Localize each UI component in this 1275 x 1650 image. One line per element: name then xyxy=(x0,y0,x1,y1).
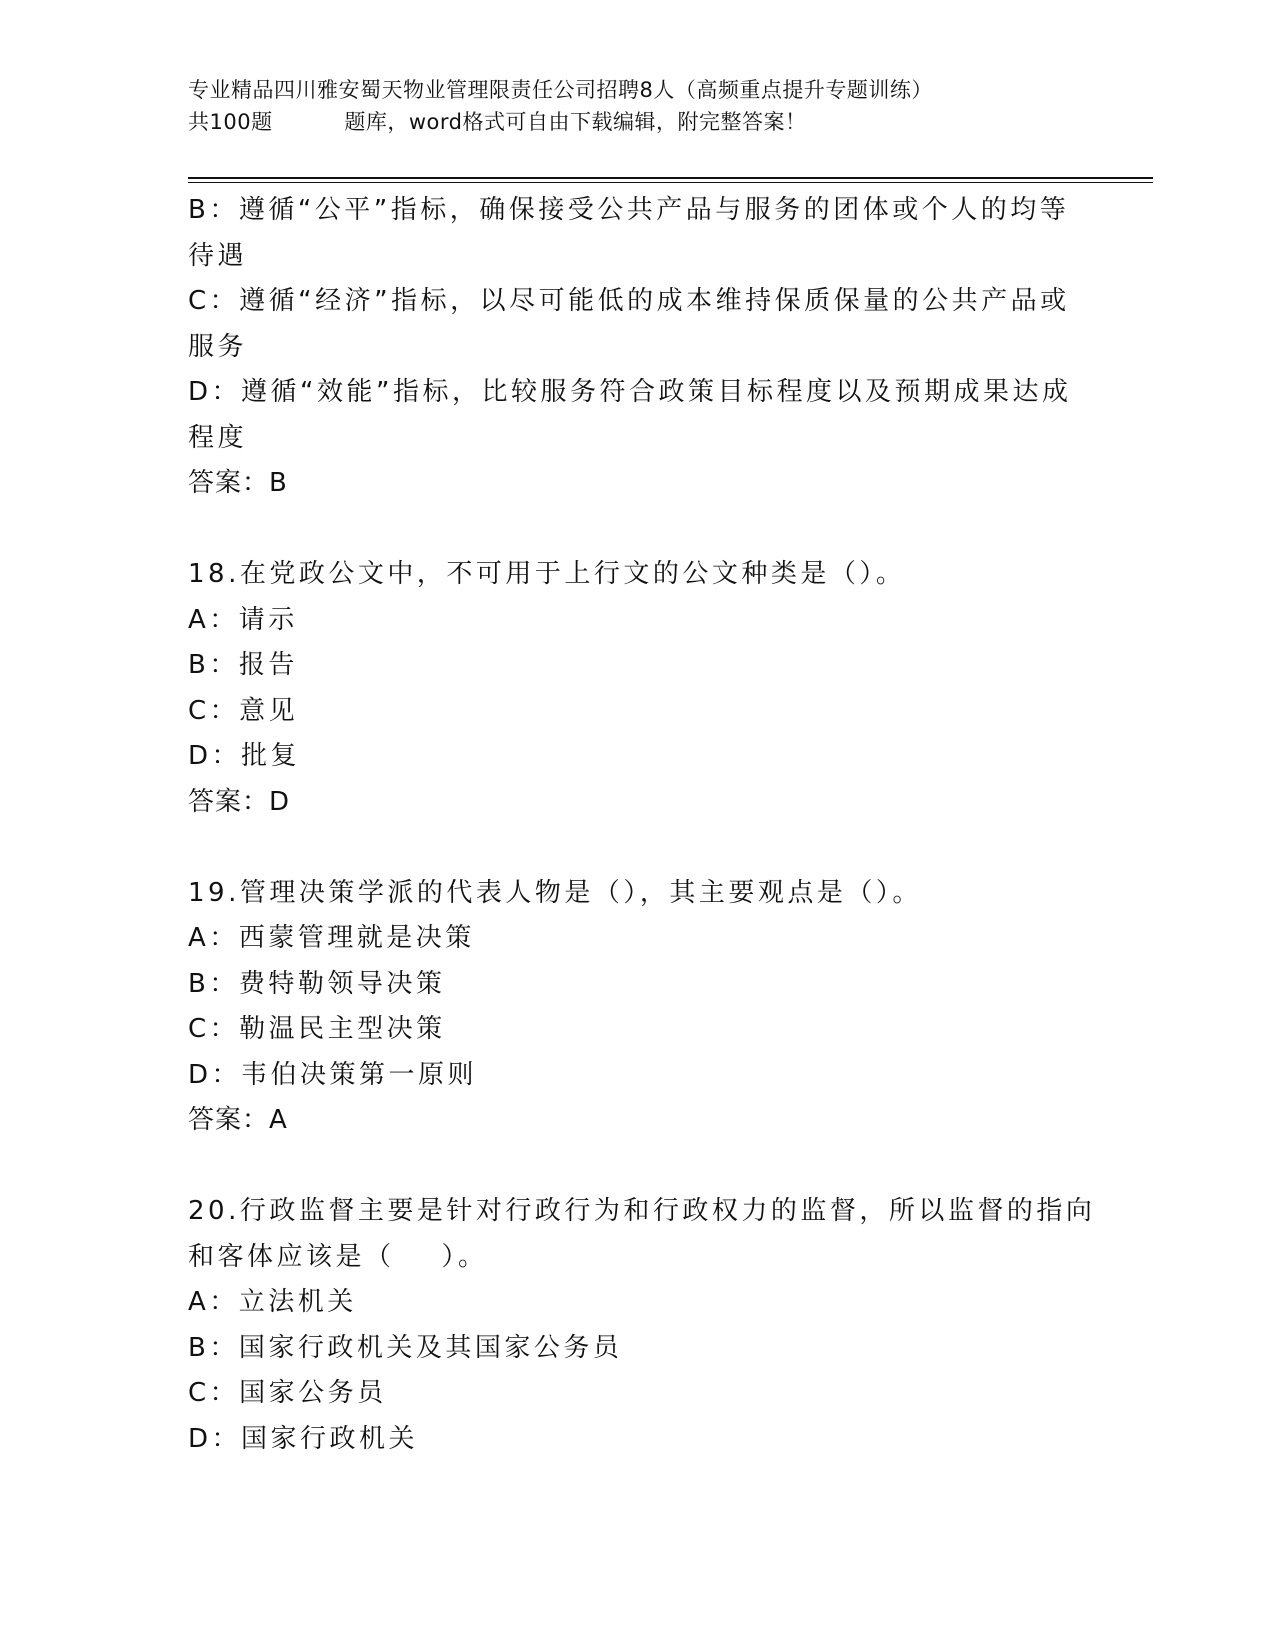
question-list xyxy=(188,188,1096,1462)
option-a: A：立法机关 xyxy=(188,1287,357,1317)
spacer xyxy=(188,825,1088,871)
answer-19: 答案：A xyxy=(188,1105,288,1135)
header-subtitle-line: 共100题 题库，word格式可自由下载编辑，附完整答案！ xyxy=(188,110,807,134)
question-19-text: 19.管理决策学派的代表人物是（），其主要观点是（）。 xyxy=(188,877,922,908)
page-header xyxy=(188,74,1088,138)
option-c: C：勒温民主型决策 xyxy=(188,1014,446,1044)
question-19 xyxy=(188,871,1088,1144)
option-d: D：批复 xyxy=(188,741,301,771)
option-b: B：费特勒领导决策 xyxy=(188,968,446,999)
header-divider-thick xyxy=(188,177,1153,179)
question-20-text-line2: 和客体应该是（ ）。 xyxy=(188,1241,488,1272)
question-18 xyxy=(188,552,1088,825)
option-a: A：请示 xyxy=(188,604,298,635)
answer-17: 答案：B xyxy=(188,468,288,498)
option-c-line2: 服务 xyxy=(188,331,248,362)
answer-18: 答案：D xyxy=(188,786,291,817)
question-17 xyxy=(188,188,1088,507)
spacer xyxy=(188,507,1088,553)
spacer xyxy=(188,1144,1088,1190)
question-20-text-line1: 20.行政监督主要是针对行政行为和行政权力的监督，所以监督的指向 xyxy=(188,1196,1096,1226)
option-d: D：国家行政机关 xyxy=(188,1423,419,1454)
option-b: B：报告 xyxy=(188,650,298,680)
option-d-line1: D：遵循“效能”指标，比较服务符合政策目标程度以及预期成果达成 xyxy=(188,377,1072,407)
header-title-line: 专业精品四川雅安蜀天物业管理限责任公司招聘8人（高频重点提升专题训练） xyxy=(188,78,933,102)
header-divider-thin xyxy=(188,182,1153,183)
option-b-line1: B：遵循“公平”指标，确保接受公共产品与服务的团体或个人的均等 xyxy=(188,195,1070,225)
question-20 xyxy=(188,1189,1096,1462)
option-c-line1: C：遵循“经济”指标，以尽可能低的成本维持保质保量的公共产品或 xyxy=(188,286,1070,316)
question-18-text: 18.在党政公文中，不可用于上行文的公文种类是（）。 xyxy=(188,559,906,589)
option-a: A：西蒙管理就是决策 xyxy=(188,923,475,953)
option-d-line2: 程度 xyxy=(188,422,248,453)
option-b: B：国家行政机关及其国家公务员 xyxy=(188,1332,623,1363)
option-c: C：国家公务员 xyxy=(188,1378,387,1408)
option-c: C：意见 xyxy=(188,695,299,726)
option-d: D：韦伯决策第一原则 xyxy=(188,1059,478,1090)
option-b-line2: 待遇 xyxy=(188,240,248,271)
